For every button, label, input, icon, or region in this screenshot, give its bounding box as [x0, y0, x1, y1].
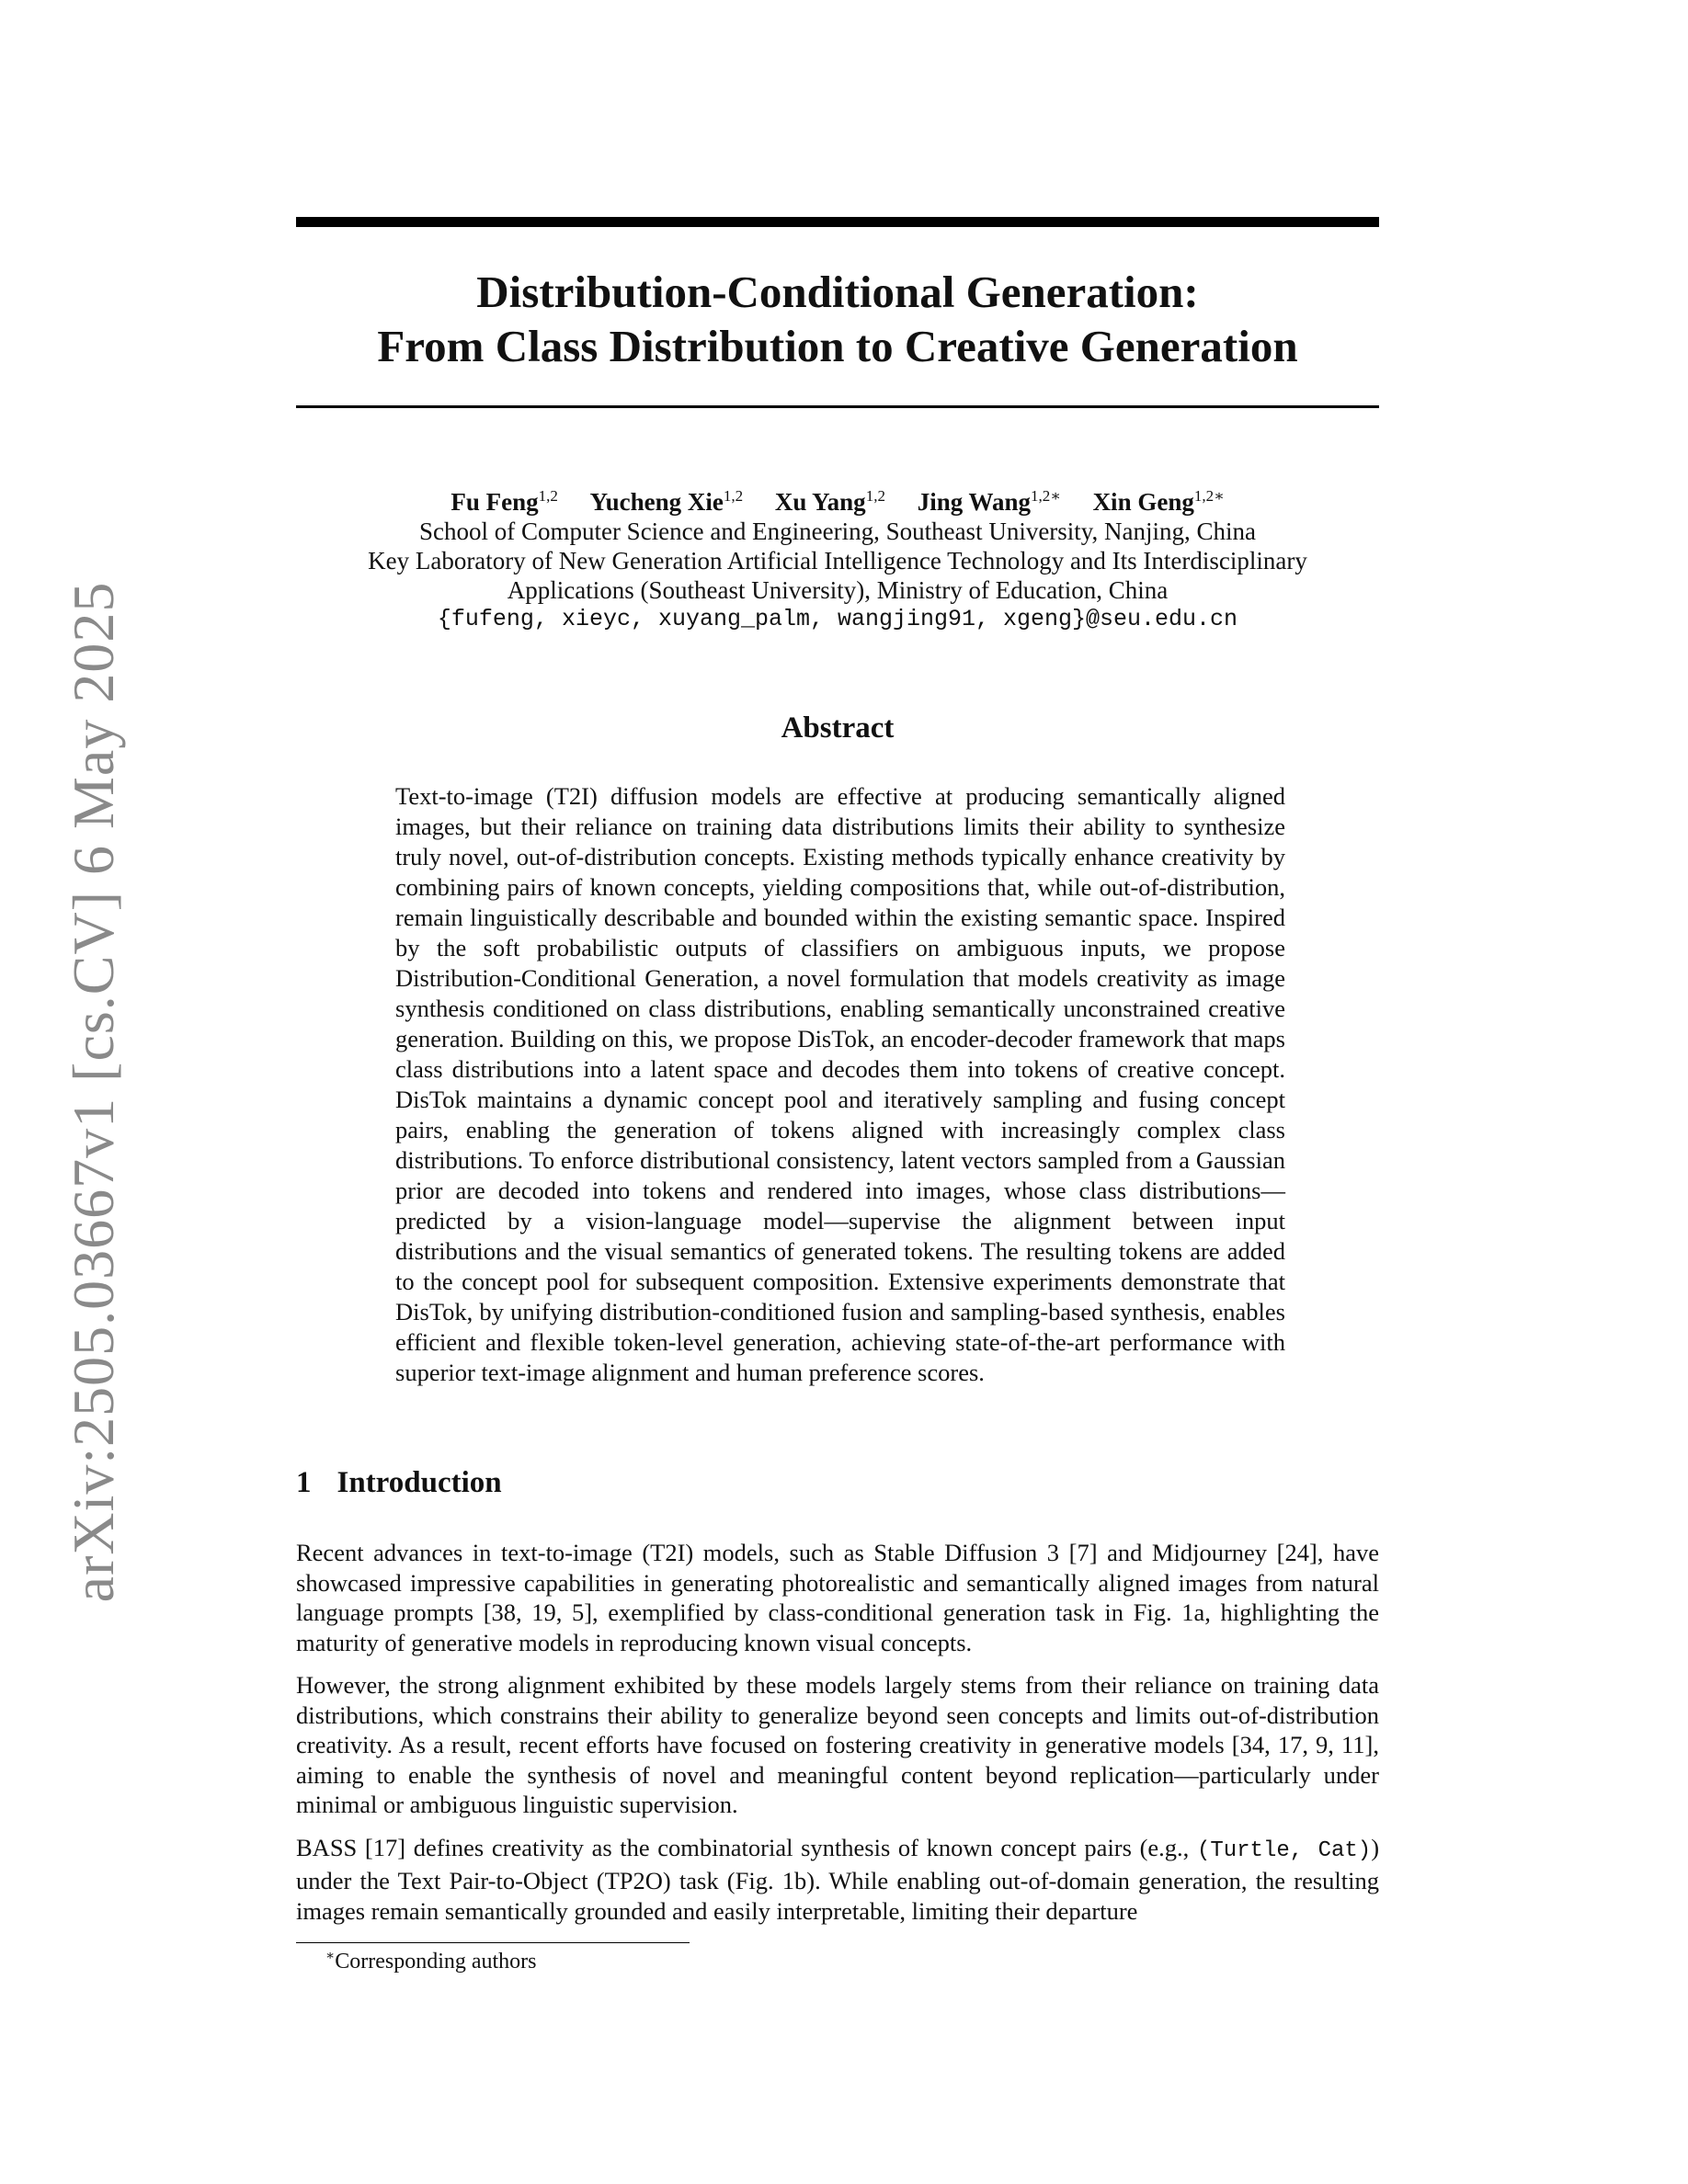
affiliation-line: School of Computer Science and Engineering, Southeast University, Nanjing, China: [418, 518, 1257, 545]
footnote: ∗Corresponding authors: [325, 1949, 537, 1974]
author-block: [296, 482, 1379, 634]
title-line-1: Distribution-Conditional Generation:: [476, 267, 1199, 317]
title-bottom-rule: [296, 405, 1379, 408]
footnote-rule: [296, 1942, 690, 1943]
section-number: 1: [296, 1466, 312, 1499]
paragraph: However, the strong alignment exhibited by these models largely stems from their reliance on training data distributions, which constrains their ability to generalize beyond seen concepts and limits out-of-distribution creativity. As a result, recent efforts have focused on fostering creativity in generative models [34, 17, 9, 11], aiming to enable the synthesis of novel and meaningful content beyond replication—particularly under minimal or ambiguous linguistic supervision.: [296, 1671, 1379, 1818]
abstract-heading: Abstract: [781, 711, 895, 745]
paper-title: [296, 265, 1379, 373]
section-heading: [296, 1466, 502, 1500]
author: Fu Feng$^{1,2}$: [451, 487, 558, 516]
author: Xin Geng$^{1,2∗}$: [1092, 487, 1225, 516]
author: Yucheng Xie$^{1,2}$: [589, 487, 744, 516]
author: Jing Wang$^{1,2∗}$: [917, 487, 1061, 516]
title-top-rule: [296, 217, 1379, 227]
author-emails: {fufeng, xieyc, xuyang_palm, wangjing91, xgeng}@seu.edu.cn: [437, 606, 1238, 632]
affiliation-line: Key Laboratory of New Generation Artificial Intelligence Technology and Its Interdisciplinary: [368, 547, 1307, 574]
author-list: [296, 482, 1379, 517]
paragraph: Recent advances in text-to-image (T2I) models, such as Stable Diffusion 3 [7] and Midjourney [24], have showcased impressive capabilities in generating photorealistic and semantically aligned images from natural language prompts [38, 19, 5], exemplified by class-conditional generation task in Fig. 1a, highlighting the maturity of generative models in reproducing known visual concepts.: [296, 1539, 1379, 1656]
arxiv-sidebar-stamp: arXiv:2505.03667v1 [cs.CV] 6 May 2025: [61, 581, 126, 1603]
author: Xu Yang$^{1,2}$: [774, 487, 885, 516]
code-span: (Turtle, Cat): [1196, 1837, 1372, 1863]
title-line-2: From Class Distribution to Creative Generation: [377, 321, 1298, 371]
paragraph: BASS [17] defines creativity as the combinatorial synthesis of known concept pairs (e.g., (Turtle, Cat)) under the Text Pair-to-Object (TP2O) task (Fig. 1b). While enabling out-of-domain generation, the resulting images remain semantically grounded and easily interpretable, limiting their departure: [296, 1833, 1380, 1925]
section-title: Introduction: [336, 1466, 502, 1499]
abstract-text: Text-to-image (T2I) diffusion models are effective at producing semantically aligned images, but their reliance on training data distributions limits their ability to synthesize truly novel, out-of-distribution concepts. Existing methods typically enhance creativity by combining pairs of known concepts, yielding compositions that, while out-of-distribution, remain linguistically describable and bounded within the existing semantic space. Inspired by the soft probabilistic outputs of classifiers on ambiguous inputs, we propose Distribution-Conditional Generation, a novel formulation that models creativity as image synthesis conditioned on class distributions, enabling semantically unconstrained creative generation. Building on this, we propose DisTok, an encoder-decoder framework that maps class distributions into a latent space and decodes them into tokens of creative concept. DisTok maintains a dynamic concept pool and iteratively sampling and fusing concept pairs, enabling the generation of tokens aligned with increasingly complex class distributions. To enforce distributional consistency, latent vectors sampled from a Gaussian prior are decoded into tokens and rendered into images, whose class distributions—predicted by a vision-language model—supervise the alignment between input distributions and the visual semantics of generated tokens. The resulting tokens are added to the concept pool for subsequent composition. Extensive experiments demonstrate that DisTok, by unifying distribution-conditioned fusion and sampling-based synthesis, enables efficient and flexible token-level generation, achieving state-of-the-art performance with superior text-image alignment and human preference scores.: [395, 782, 1285, 1386]
section-body: [296, 1538, 1379, 1939]
affiliation-line: Applications (Southeast University), Ministry of Education, China: [507, 576, 1169, 604]
